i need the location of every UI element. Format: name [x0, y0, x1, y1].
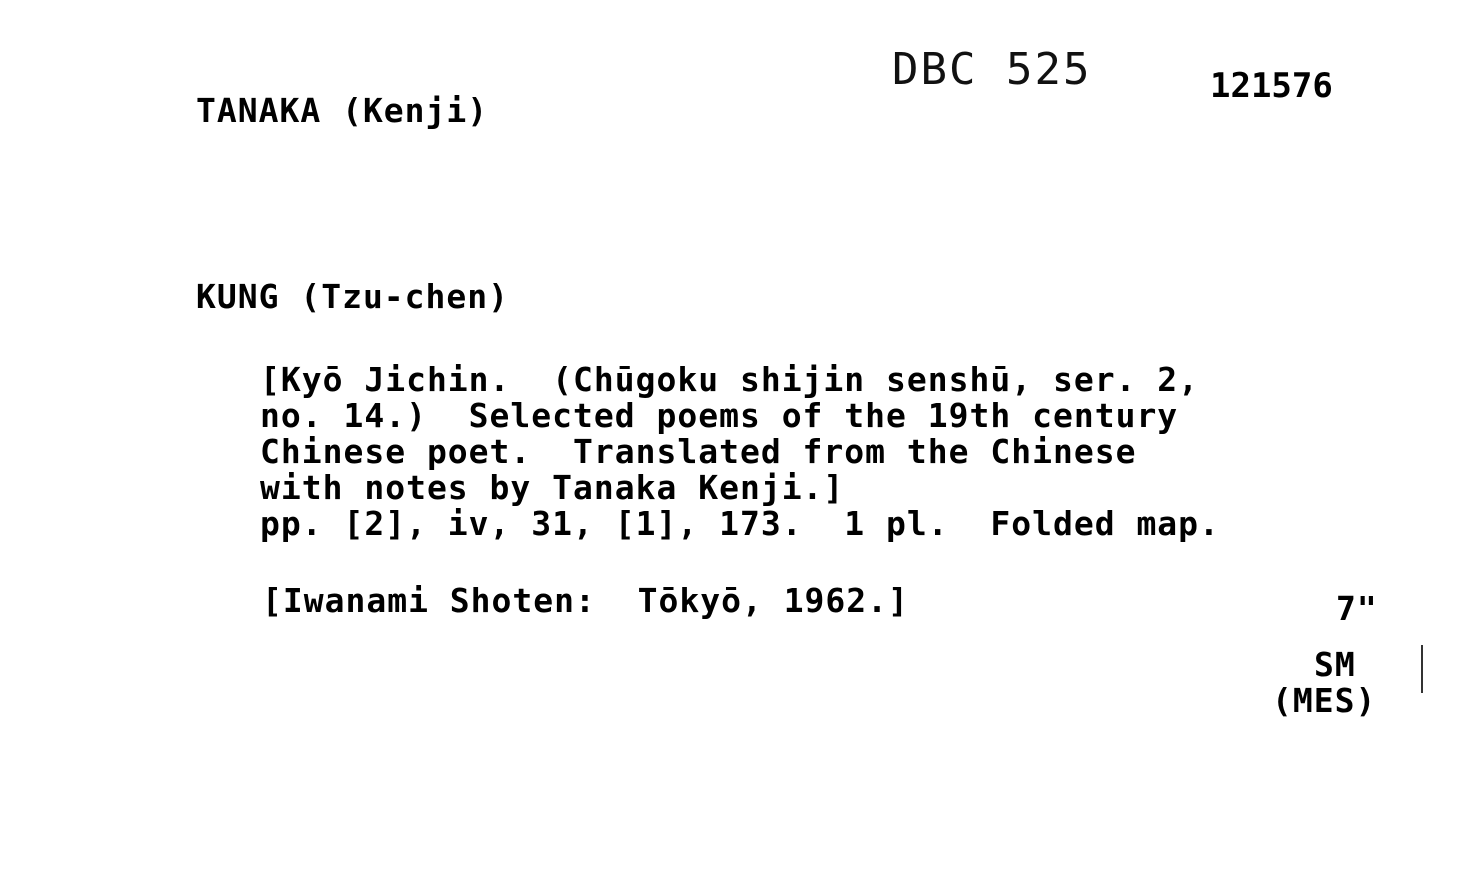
shelfmark: DBC 525 [892, 44, 1092, 95]
description-line: Chinese poet. Translated from the Chinese [260, 432, 1137, 471]
imprint-line: [Iwanami Shoten: Tōkyō, 1962.] [262, 581, 909, 620]
size-note: 7" [1336, 589, 1378, 628]
cataloguer-code: SM [1314, 645, 1356, 684]
description-line: with notes by Tanaka Kenji.] [260, 468, 845, 507]
bibliographic-description [260, 362, 1280, 542]
added-entry-heading: TANAKA (Kenji) [196, 91, 489, 130]
main-entry-heading: KUNG (Tzu-chen) [196, 277, 510, 316]
collation-line: pp. [2], iv, 31, [1], 173. 1 pl. Folded map. [260, 504, 1220, 543]
description-line: [Kyō Jichin. (Chūgoku shijin senshū, ser. 2, [260, 360, 1200, 399]
cataloguer-initials: (MES) [1272, 681, 1377, 720]
accession-number: 121576 [1210, 66, 1333, 106]
margin-rule [1421, 645, 1423, 693]
description-line: no. 14.) Selected poems of the 19th century [260, 396, 1179, 435]
